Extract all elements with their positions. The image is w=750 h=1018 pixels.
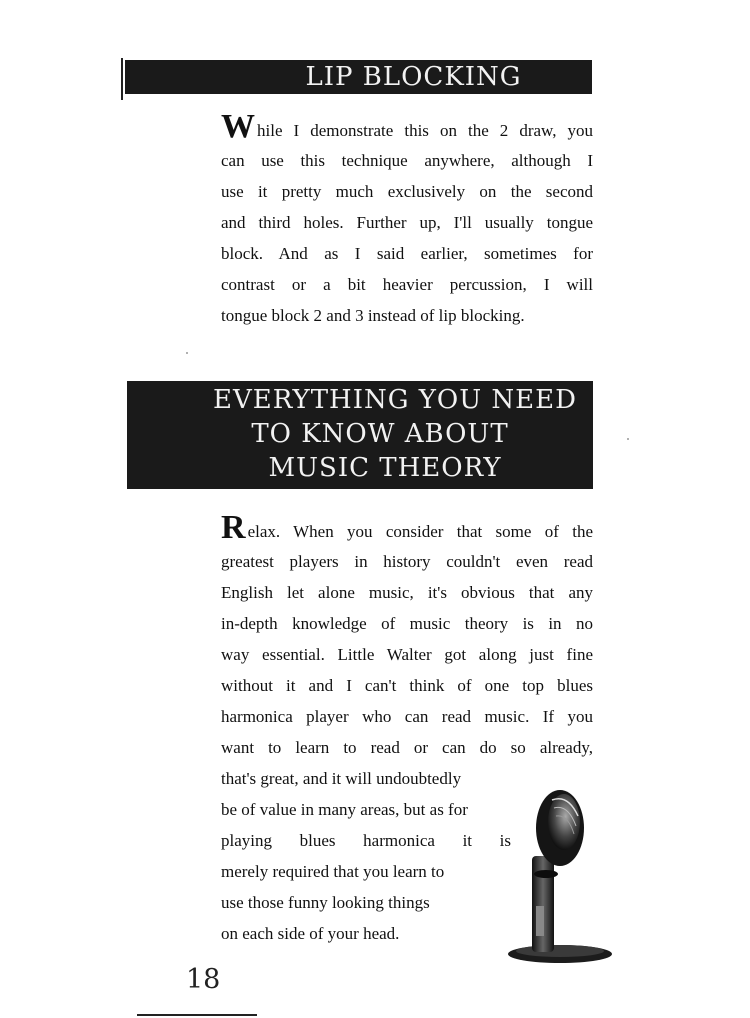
paragraph-line: harmonica player who can read music. If you [221, 707, 593, 726]
paragraph-line: Relax. When you consider that some of the [221, 509, 593, 546]
paragraph-line: in-depth knowledge of music theory is in no [221, 614, 593, 633]
paragraph-line: contrast or a bit heavier percussion, I will [221, 275, 593, 294]
paragraph-line: merely required that you learn to [221, 862, 445, 881]
paragraph-line: While I demonstrate this on the 2 draw, you [221, 108, 593, 145]
scan-speck [627, 438, 629, 440]
heading-line: EVERYTHING YOU NEED [213, 385, 577, 415]
paragraph-line: way essential. Little Walter got along just fine [221, 645, 593, 664]
paragraph-line: playing blues harmonica it is [221, 831, 511, 850]
bottom-rule [137, 1014, 257, 1016]
drop-cap: R [221, 509, 246, 546]
drop-cap: W [221, 108, 255, 145]
music-theory-heading [127, 381, 593, 489]
microphone-icon [498, 786, 618, 966]
heading-line: MUSIC THEORY [268, 453, 502, 483]
paragraph-line: use it pretty much exclusively on the second [221, 182, 593, 201]
heading-line: TO KNOW ABOUT [251, 419, 509, 449]
paragraph-line: English let alone music, it's obvious that any [221, 583, 593, 602]
paragraph-line: be of value in many areas, but as for [221, 800, 468, 819]
paragraph-line: and third holes. Further up, I'll usually tongue [221, 213, 593, 232]
paragraph-line: use those funny looking things [221, 893, 430, 912]
paragraph-line: that's great, and it will undoubtedly [221, 769, 462, 788]
paragraph-line: can use this technique anywhere, although I [221, 151, 593, 170]
lip-blocking-paragraph [221, 108, 593, 331]
lip-blocking-heading [125, 60, 592, 94]
paragraph-line: want to learn to read or can do so already, [221, 738, 593, 757]
lip-blocking-heading-text: LIP BLOCKING [305, 62, 522, 92]
paragraph-line: on each side of your head. [221, 924, 400, 943]
page-number: 18 [186, 964, 221, 995]
scan-speck [186, 352, 188, 354]
paragraph-line: tongue block 2 and 3 instead of lip blocking. [221, 306, 525, 325]
paragraph-line: greatest players in history couldn't even read [221, 552, 593, 571]
paragraph-line: block. And as I said earlier, sometimes for [221, 244, 593, 263]
paragraph-line: without it and I can't think of one top blues [221, 676, 593, 695]
left-margin-rule [121, 58, 123, 100]
